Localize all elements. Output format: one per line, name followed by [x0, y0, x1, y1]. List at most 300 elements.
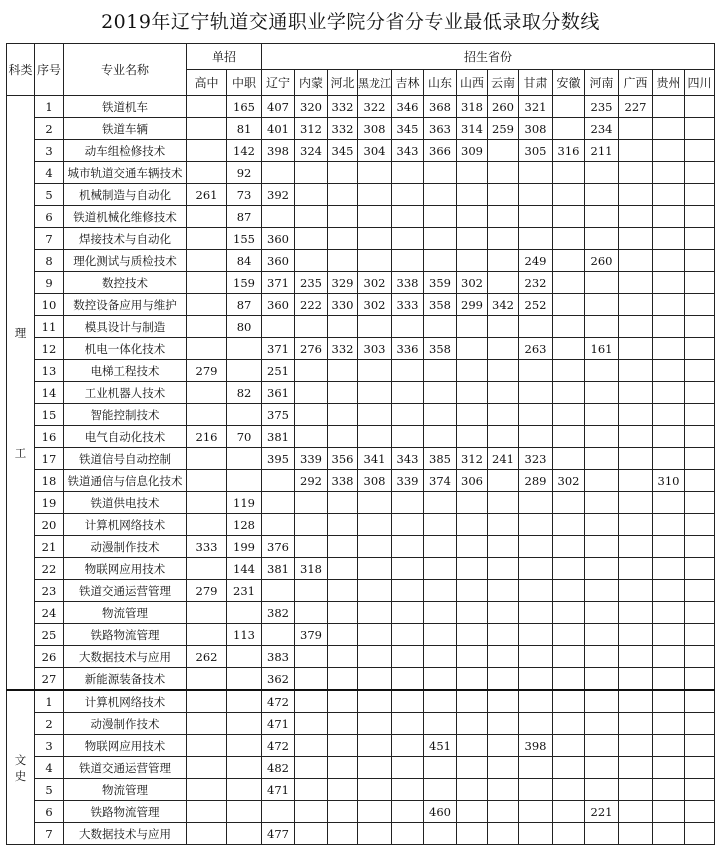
- province-score-cell: [519, 426, 553, 448]
- province-score-cell: [519, 558, 553, 580]
- zhongzhi-score-cell: 165: [227, 96, 262, 118]
- province-score-cell: [585, 580, 619, 602]
- table-row: [7, 206, 715, 228]
- province-score-cell: 345: [328, 140, 358, 162]
- province-score-cell: [328, 228, 358, 250]
- province-score-cell: [619, 316, 653, 338]
- province-score-cell: [295, 382, 328, 404]
- province-score-cell: [619, 118, 653, 140]
- zhongzhi-score-cell: [227, 713, 262, 735]
- province-score-cell: [424, 602, 457, 624]
- province-score-cell: [328, 823, 358, 845]
- province-score-cell: [519, 360, 553, 382]
- category-char: 文: [14, 752, 27, 767]
- province-score-cell: [424, 250, 457, 272]
- major-name-cell: 铁道供电技术: [64, 492, 187, 514]
- seq-cell: 2: [35, 118, 64, 140]
- province-score-cell: [488, 206, 519, 228]
- province-score-cell: [488, 779, 519, 801]
- province-score-cell: [519, 492, 553, 514]
- zhongzhi-score-cell: [227, 646, 262, 668]
- province-score-cell: [358, 206, 392, 228]
- province-score-cell: 343: [392, 448, 424, 470]
- table-row: [7, 624, 715, 646]
- gaozhong-score-cell: [187, 96, 227, 118]
- province-score-cell: [553, 228, 585, 250]
- major-name-cell: 动漫制作技术: [64, 536, 187, 558]
- province-score-cell: [295, 823, 328, 845]
- province-score-cell: [358, 602, 392, 624]
- province-score-cell: [653, 580, 685, 602]
- province-score-cell: 339: [392, 470, 424, 492]
- province-score-cell: 339: [295, 448, 328, 470]
- province-score-cell: [424, 690, 457, 713]
- seq-cell: 9: [35, 272, 64, 294]
- province-score-cell: 316: [553, 140, 585, 162]
- major-name-cell: 理化测试与质检技术: [64, 250, 187, 272]
- gaozhong-score-cell: [187, 757, 227, 779]
- province-score-cell: [619, 338, 653, 360]
- province-score-cell: 232: [519, 272, 553, 294]
- seq-cell: 17: [35, 448, 64, 470]
- province-score-cell: [295, 514, 328, 536]
- province-score-cell: 308: [358, 470, 392, 492]
- seq-cell: 15: [35, 404, 64, 426]
- province-score-cell: [619, 360, 653, 382]
- province-score-cell: [295, 668, 328, 691]
- major-name-cell: 智能控制技术: [64, 404, 187, 426]
- province-score-cell: [328, 184, 358, 206]
- seq-cell: 16: [35, 426, 64, 448]
- seq-cell: 5: [35, 779, 64, 801]
- zhongzhi-score-cell: 142: [227, 140, 262, 162]
- seq-cell: 14: [35, 382, 64, 404]
- province-score-cell: [295, 426, 328, 448]
- province-score-cell: [685, 316, 715, 338]
- gaozhong-score-cell: [187, 250, 227, 272]
- table-row: [7, 558, 715, 580]
- province-score-cell: 227: [619, 96, 653, 118]
- seq-cell: 1: [35, 96, 64, 118]
- province-score-cell: [392, 690, 424, 713]
- province-score-cell: [488, 162, 519, 184]
- province-score-cell: [488, 624, 519, 646]
- province-score-cell: 398: [262, 140, 295, 162]
- province-score-cell: [685, 118, 715, 140]
- province-score-cell: [328, 646, 358, 668]
- province-score-cell: [685, 580, 715, 602]
- zhongzhi-score-cell: 81: [227, 118, 262, 140]
- seq-cell: 6: [35, 206, 64, 228]
- province-score-cell: [457, 646, 488, 668]
- gaozhong-score-cell: [187, 118, 227, 140]
- category-cell: [7, 96, 35, 691]
- province-score-cell: [488, 426, 519, 448]
- province-score-cell: [685, 514, 715, 536]
- province-score-cell: [358, 184, 392, 206]
- province-score-cell: [392, 646, 424, 668]
- major-name-cell: 电气自动化技术: [64, 426, 187, 448]
- gaozhong-score-cell: [187, 272, 227, 294]
- province-score-cell: [685, 338, 715, 360]
- zhongzhi-score-cell: 87: [227, 294, 262, 316]
- province-score-cell: [262, 580, 295, 602]
- province-score-cell: [585, 316, 619, 338]
- table-row: [7, 448, 715, 470]
- gaozhong-score-cell: [187, 382, 227, 404]
- zhongzhi-score-cell: 159: [227, 272, 262, 294]
- province-score-cell: [358, 735, 392, 757]
- province-score-cell: 329: [328, 272, 358, 294]
- province-score-cell: [424, 360, 457, 382]
- province-score-cell: [295, 690, 328, 713]
- province-score-cell: [685, 801, 715, 823]
- score-table: [6, 43, 715, 845]
- province-score-cell: [619, 404, 653, 426]
- gaozhong-score-cell: [187, 779, 227, 801]
- province-score-cell: [488, 140, 519, 162]
- province-score-cell: 312: [295, 118, 328, 140]
- province-score-cell: [424, 514, 457, 536]
- province-score-cell: [585, 757, 619, 779]
- seq-cell: 2: [35, 713, 64, 735]
- province-score-cell: 482: [262, 757, 295, 779]
- province-score-cell: [653, 492, 685, 514]
- province-score-cell: [457, 382, 488, 404]
- province-score-cell: [424, 382, 457, 404]
- province-score-cell: [424, 404, 457, 426]
- province-score-cell: [619, 690, 653, 713]
- province-score-cell: [585, 272, 619, 294]
- province-score-cell: [424, 426, 457, 448]
- header-danzhao: 单招: [187, 44, 262, 70]
- province-score-cell: 401: [262, 118, 295, 140]
- province-score-cell: [585, 514, 619, 536]
- province-score-cell: [488, 536, 519, 558]
- zhongzhi-score-cell: [227, 823, 262, 845]
- province-score-cell: [685, 646, 715, 668]
- zhongzhi-score-cell: [227, 690, 262, 713]
- province-score-cell: [328, 426, 358, 448]
- province-score-cell: [328, 514, 358, 536]
- province-score-cell: [619, 602, 653, 624]
- major-name-cell: 新能源装备技术: [64, 668, 187, 691]
- province-score-cell: [585, 823, 619, 845]
- province-score-cell: [519, 228, 553, 250]
- province-score-cell: [328, 779, 358, 801]
- seq-cell: 22: [35, 558, 64, 580]
- province-score-cell: [653, 404, 685, 426]
- seq-cell: 8: [35, 250, 64, 272]
- major-name-cell: 模具设计与制造: [64, 316, 187, 338]
- province-score-cell: [619, 184, 653, 206]
- province-score-cell: [685, 272, 715, 294]
- province-score-cell: [653, 250, 685, 272]
- province-score-cell: [488, 382, 519, 404]
- province-score-cell: [358, 624, 392, 646]
- province-score-cell: 381: [262, 558, 295, 580]
- table-row: [7, 580, 715, 602]
- province-score-cell: [519, 823, 553, 845]
- table-row: [7, 382, 715, 404]
- province-score-cell: [328, 668, 358, 691]
- province-score-cell: 304: [358, 140, 392, 162]
- province-score-cell: [392, 382, 424, 404]
- table-row: [7, 757, 715, 779]
- province-score-cell: [328, 735, 358, 757]
- gaozhong-score-cell: 261: [187, 184, 227, 206]
- province-score-cell: [519, 668, 553, 691]
- major-name-cell: 计算机网络技术: [64, 690, 187, 713]
- province-score-cell: [553, 713, 585, 735]
- province-score-cell: [653, 206, 685, 228]
- province-score-cell: [653, 140, 685, 162]
- province-score-cell: [619, 294, 653, 316]
- province-score-cell: 302: [358, 294, 392, 316]
- province-score-cell: [392, 360, 424, 382]
- province-score-cell: [685, 735, 715, 757]
- province-score-cell: [685, 294, 715, 316]
- province-score-cell: [653, 646, 685, 668]
- province-score-cell: [653, 536, 685, 558]
- zhongzhi-score-cell: [227, 448, 262, 470]
- province-score-cell: [553, 514, 585, 536]
- province-score-cell: [653, 272, 685, 294]
- table-body: [7, 96, 715, 845]
- province-score-cell: [653, 735, 685, 757]
- province-score-cell: [653, 228, 685, 250]
- province-score-cell: 292: [295, 470, 328, 492]
- seq-cell: 19: [35, 492, 64, 514]
- province-score-cell: [619, 426, 653, 448]
- province-score-cell: 303: [358, 338, 392, 360]
- province-score-cell: 322: [358, 96, 392, 118]
- gaozhong-score-cell: [187, 206, 227, 228]
- table-row: [7, 801, 715, 823]
- province-score-cell: [488, 580, 519, 602]
- seq-cell: 25: [35, 624, 64, 646]
- province-score-cell: 359: [424, 272, 457, 294]
- province-score-cell: [295, 250, 328, 272]
- province-score-cell: [619, 536, 653, 558]
- province-score-cell: [424, 536, 457, 558]
- province-score-cell: [585, 404, 619, 426]
- province-score-cell: [519, 713, 553, 735]
- gaozhong-score-cell: [187, 801, 227, 823]
- province-score-cell: [619, 470, 653, 492]
- header-gaozhong: 高中: [187, 70, 227, 96]
- province-score-cell: [553, 338, 585, 360]
- zhongzhi-score-cell: 128: [227, 514, 262, 536]
- province-score-cell: [585, 646, 619, 668]
- province-score-cell: [392, 757, 424, 779]
- province-score-cell: [488, 558, 519, 580]
- gaozhong-score-cell: 279: [187, 580, 227, 602]
- header-province: 黑龙江: [358, 70, 392, 96]
- province-score-cell: [328, 624, 358, 646]
- province-score-cell: [519, 382, 553, 404]
- gaozhong-score-cell: [187, 470, 227, 492]
- province-score-cell: [585, 448, 619, 470]
- province-score-cell: [585, 492, 619, 514]
- province-score-cell: [619, 228, 653, 250]
- province-score-cell: 338: [392, 272, 424, 294]
- seq-cell: 6: [35, 801, 64, 823]
- seq-cell: 11: [35, 316, 64, 338]
- province-score-cell: [262, 206, 295, 228]
- zhongzhi-score-cell: 92: [227, 162, 262, 184]
- province-score-cell: [653, 316, 685, 338]
- province-score-cell: [358, 668, 392, 691]
- major-name-cell: 计算机网络技术: [64, 514, 187, 536]
- province-score-cell: 381: [262, 426, 295, 448]
- province-score-cell: [328, 536, 358, 558]
- province-score-cell: [585, 713, 619, 735]
- province-score-cell: [358, 779, 392, 801]
- province-score-cell: [585, 536, 619, 558]
- province-score-cell: [488, 360, 519, 382]
- gaozhong-score-cell: [187, 316, 227, 338]
- province-score-cell: 332: [328, 96, 358, 118]
- province-score-cell: 330: [328, 294, 358, 316]
- province-score-cell: [392, 580, 424, 602]
- province-score-cell: [457, 492, 488, 514]
- province-score-cell: [685, 250, 715, 272]
- province-score-cell: [585, 624, 619, 646]
- header-province: 山西: [457, 70, 488, 96]
- seq-cell: 4: [35, 757, 64, 779]
- province-score-cell: [519, 206, 553, 228]
- zhongzhi-score-cell: 82: [227, 382, 262, 404]
- province-score-cell: [519, 801, 553, 823]
- province-score-cell: [457, 558, 488, 580]
- province-score-cell: [653, 118, 685, 140]
- province-score-cell: [328, 690, 358, 713]
- province-score-cell: 360: [262, 228, 295, 250]
- province-score-cell: [585, 779, 619, 801]
- province-score-cell: [457, 316, 488, 338]
- zhongzhi-score-cell: 155: [227, 228, 262, 250]
- province-score-cell: [424, 624, 457, 646]
- header-province: 吉林: [392, 70, 424, 96]
- province-score-cell: [685, 228, 715, 250]
- province-score-cell: [619, 735, 653, 757]
- province-score-cell: [553, 162, 585, 184]
- province-score-cell: [392, 404, 424, 426]
- province-score-cell: [358, 426, 392, 448]
- zhongzhi-score-cell: [227, 757, 262, 779]
- table-row: [7, 250, 715, 272]
- gaozhong-score-cell: [187, 690, 227, 713]
- province-score-cell: [619, 250, 653, 272]
- header-province: 云南: [488, 70, 519, 96]
- seq-cell: 1: [35, 690, 64, 713]
- gaozhong-score-cell: [187, 558, 227, 580]
- gaozhong-score-cell: [187, 624, 227, 646]
- major-name-cell: 数控设备应用与维护: [64, 294, 187, 316]
- province-score-cell: [457, 735, 488, 757]
- province-score-cell: [392, 558, 424, 580]
- province-score-cell: [392, 624, 424, 646]
- major-name-cell: 大数据技术与应用: [64, 646, 187, 668]
- province-score-cell: [457, 536, 488, 558]
- table-row: [7, 184, 715, 206]
- province-score-cell: 477: [262, 823, 295, 845]
- province-score-cell: [262, 470, 295, 492]
- province-score-cell: [585, 206, 619, 228]
- province-score-cell: [295, 492, 328, 514]
- province-score-cell: [619, 514, 653, 536]
- province-score-cell: [519, 757, 553, 779]
- province-score-cell: 371: [262, 272, 295, 294]
- province-score-cell: 289: [519, 470, 553, 492]
- province-score-cell: [653, 624, 685, 646]
- major-name-cell: 机械制造与自动化: [64, 184, 187, 206]
- table-row: [7, 118, 715, 140]
- province-score-cell: [424, 668, 457, 691]
- province-score-cell: [619, 624, 653, 646]
- gaozhong-score-cell: 262: [187, 646, 227, 668]
- province-score-cell: [685, 668, 715, 691]
- province-score-cell: [553, 624, 585, 646]
- seq-cell: 5: [35, 184, 64, 206]
- gaozhong-score-cell: 279: [187, 360, 227, 382]
- province-score-cell: [553, 184, 585, 206]
- province-score-cell: [295, 602, 328, 624]
- gaozhong-score-cell: [187, 823, 227, 845]
- province-score-cell: 360: [262, 294, 295, 316]
- header-province: 河南: [585, 70, 619, 96]
- province-score-cell: [358, 228, 392, 250]
- province-score-cell: [328, 206, 358, 228]
- province-score-cell: [488, 492, 519, 514]
- province-score-cell: 395: [262, 448, 295, 470]
- page-title: 2019年辽宁轨道交通职业学院分省分专业最低录取分数线: [101, 11, 600, 33]
- province-score-cell: [328, 382, 358, 404]
- seq-cell: 13: [35, 360, 64, 382]
- province-score-cell: [585, 470, 619, 492]
- table-row: [7, 470, 715, 492]
- province-score-cell: 341: [358, 448, 392, 470]
- table-row: [7, 690, 715, 713]
- province-score-cell: [685, 96, 715, 118]
- province-score-cell: [519, 536, 553, 558]
- province-score-cell: 332: [328, 118, 358, 140]
- province-score-cell: [685, 140, 715, 162]
- province-score-cell: [392, 779, 424, 801]
- gaozhong-score-cell: [187, 668, 227, 691]
- header-province: 内蒙: [295, 70, 328, 96]
- province-score-cell: [553, 801, 585, 823]
- province-score-cell: 241: [488, 448, 519, 470]
- province-score-cell: [424, 316, 457, 338]
- province-score-cell: [457, 602, 488, 624]
- province-score-cell: [457, 514, 488, 536]
- province-score-cell: [619, 823, 653, 845]
- province-score-cell: [488, 757, 519, 779]
- province-score-cell: [295, 184, 328, 206]
- major-name-cell: 大数据技术与应用: [64, 823, 187, 845]
- province-score-cell: 342: [488, 294, 519, 316]
- province-score-cell: [685, 470, 715, 492]
- province-score-cell: [424, 492, 457, 514]
- zhongzhi-score-cell: 70: [227, 426, 262, 448]
- province-score-cell: [262, 162, 295, 184]
- province-score-cell: [295, 580, 328, 602]
- province-score-cell: [424, 823, 457, 845]
- zhongzhi-score-cell: [227, 360, 262, 382]
- header-provinces-group: 招生省份: [262, 44, 715, 70]
